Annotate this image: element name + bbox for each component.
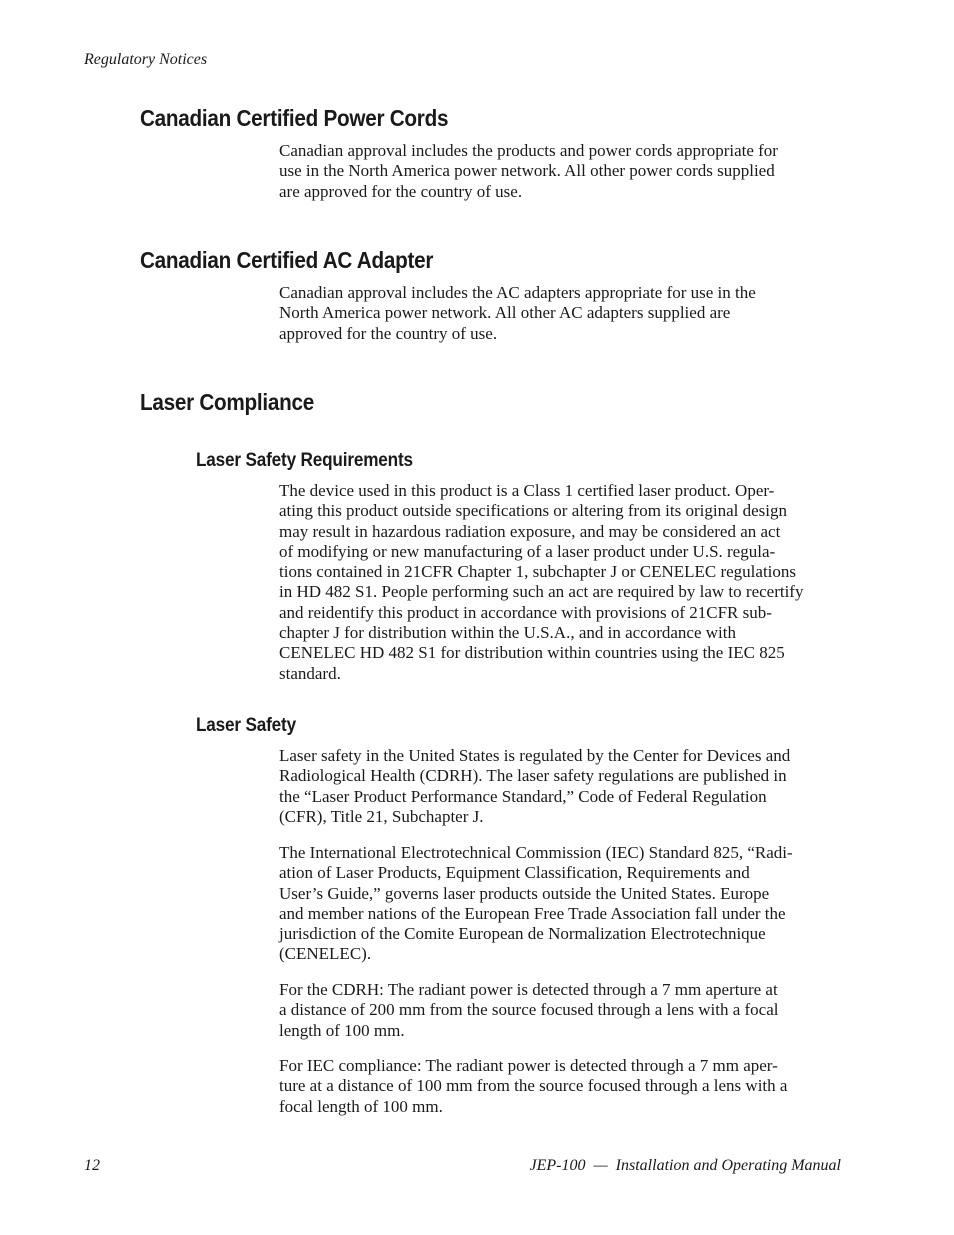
text-line: chapter J for distribution within the U.S.A., and in accordance with: [279, 623, 736, 643]
heading-canadian-ac-adapter: Canadian Certified AC Adapter: [140, 247, 434, 273]
text-line: the “Laser Product Performance Standard,” Code of Federal Regulation: [279, 786, 767, 806]
paragraph-laser-safety-cdrh: [279, 746, 844, 827]
heading-laser-safety-requirements: Laser Safety Requirements: [196, 449, 413, 471]
text-line: jurisdiction of the Comite European de Normalization Electrotechnique: [279, 924, 766, 944]
text-line: in HD 482 S1. People performing such an act are required by law to recertify: [279, 582, 804, 602]
text-line: (CENELEC).: [279, 944, 372, 964]
text-line: The International Electrotechnical Commission (IEC) Standard 825, “Radi-: [279, 843, 793, 862]
text-line: CENELEC HD 482 S1 for distribution within countries using the IEC 825: [279, 643, 785, 663]
text-line: focal length of 100 mm.: [279, 1096, 443, 1116]
paragraph-laser-safety-iec: [279, 843, 844, 965]
text-line: length of 100 mm.: [279, 1020, 405, 1040]
text-line: may result in hazardous radiation exposure, and may be considered an act: [279, 521, 781, 541]
text-line: ation of Laser Products, Equipment Classification, Requirements and: [279, 863, 750, 883]
text-line: standard.: [279, 663, 341, 683]
text-line: For IEC compliance: The radiant power is detected through a 7 mm aper-: [279, 1056, 778, 1075]
text-line: and member nations of the European Free Trade Association fall under the: [279, 903, 786, 923]
paragraph-ac-adapter: [279, 283, 844, 344]
text-line: User’s Guide,” governs laser products outside the United States. Europe: [279, 883, 770, 903]
text-line: approved for the country of use.: [279, 323, 498, 343]
text-line: tions contained in 21CFR Chapter 1, subchapter J or CENELEC regulations: [279, 562, 797, 582]
text-line: and reidentify this product in accordance with provisions of 21CFR sub-: [279, 602, 772, 622]
paragraph-laser-safety-requirements: [279, 481, 844, 684]
text-line: use in the North America power network. All other power cords supplied: [279, 161, 775, 181]
heading-laser-compliance: Laser Compliance: [140, 389, 314, 415]
text-line: For the CDRH: The radiant power is detected through a 7 mm aperture at: [279, 980, 778, 999]
paragraph-power-cords: [279, 141, 844, 202]
text-line: ture at a distance of 100 mm from the source focused through a lens with a: [279, 1076, 788, 1096]
text-line: North America power network. All other AC adapters supplied are: [279, 303, 731, 323]
text-line: Laser safety in the United States is regulated by the Center for Devices and: [279, 746, 791, 765]
text-line: a distance of 200 mm from the source focused through a lens with a focal: [279, 1000, 779, 1020]
text-line: (CFR), Title 21, Subchapter J.: [279, 806, 484, 826]
text-line: Radiological Health (CDRH). The laser safety regulations are published in: [279, 766, 787, 786]
paragraph-laser-safety-iec-power: [279, 1056, 844, 1117]
text-line: of modifying or new manufacturing of a laser product under U.S. regula-: [279, 541, 776, 561]
text-line: The device used in this product is a Class 1 certified laser product. Oper-: [279, 481, 775, 500]
paragraph-laser-safety-cdrh-power: [279, 980, 844, 1041]
text-line: Canadian approval includes the products and power cords appropriate for: [279, 141, 778, 160]
running-head: Regulatory Notices: [84, 51, 208, 68]
footer-manual-title: JEP-100 — Installation and Operating Manual: [529, 1157, 841, 1174]
heading-laser-safety: Laser Safety: [196, 714, 296, 736]
text-line: Canadian approval includes the AC adapters appropriate for use in the: [279, 283, 756, 302]
text-line: are approved for the country of use.: [279, 181, 523, 201]
text-line: ating this product outside specifications or altering from its original design: [279, 501, 788, 521]
page-number: 12: [84, 1157, 100, 1174]
heading-canadian-power-cords: Canadian Certified Power Cords: [140, 105, 449, 131]
